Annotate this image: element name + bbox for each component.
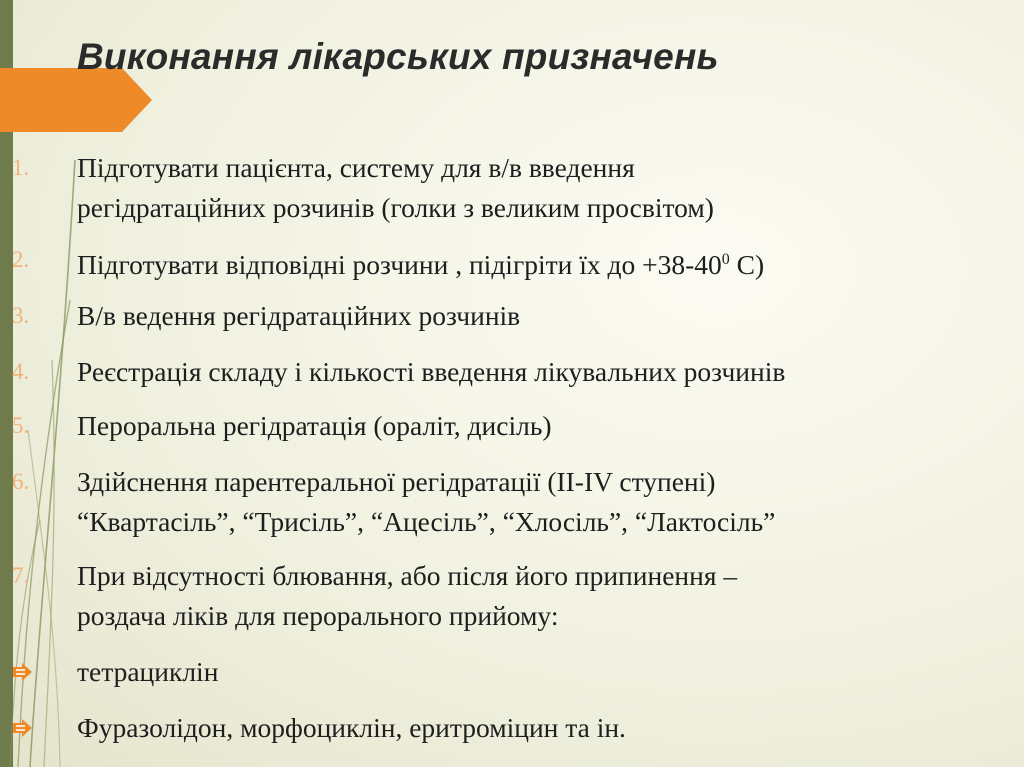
list-item-text: Підготувати відповідні розчини , підігріти їх до $+38-40^0$ С)	[77, 249, 765, 281]
list-item-text: При відсутності блювання, або після його припинення – роздача ліків для перорального прийому:	[77, 560, 738, 631]
list-item-text: Реєстрація складу і кількості введення лікувальних розчинів	[77, 356, 786, 387]
arrow-bullet-icon	[12, 719, 34, 737]
list-number: 5.	[12, 413, 30, 438]
list-item-text: В/в ведення регідратаційних розчинів	[77, 300, 521, 331]
list-number: 1.	[12, 155, 30, 180]
arrow-bullet-icon	[12, 663, 34, 681]
list-item-text: Підготувати пацієнта, систему для в/в введення регідратаційних розчинів (голки з великим просвітом)	[77, 152, 714, 223]
slide-title: Виконання лікарських призначень	[77, 36, 719, 77]
list-number: 3.	[12, 303, 30, 328]
list-item-text: Здійснення парентеральної регідратації (II-IV ступені) “Квартасіль”, “Трисіль”, “Ацесіль”, “Хлосіль”, “Лактосіль”	[77, 466, 776, 537]
list-number: 7.	[12, 563, 30, 588]
list-number: 4.	[12, 359, 30, 384]
list-item-text: тетрациклін	[77, 656, 219, 687]
list-number: 2.	[12, 247, 30, 272]
list-item-text: Фуразолідон, морфоциклін, еритроміцин та ін.	[77, 712, 626, 743]
list-item-text: Пероральна регідратація (ораліт, дисіль)	[77, 410, 552, 441]
list-number: 6.	[12, 469, 30, 494]
